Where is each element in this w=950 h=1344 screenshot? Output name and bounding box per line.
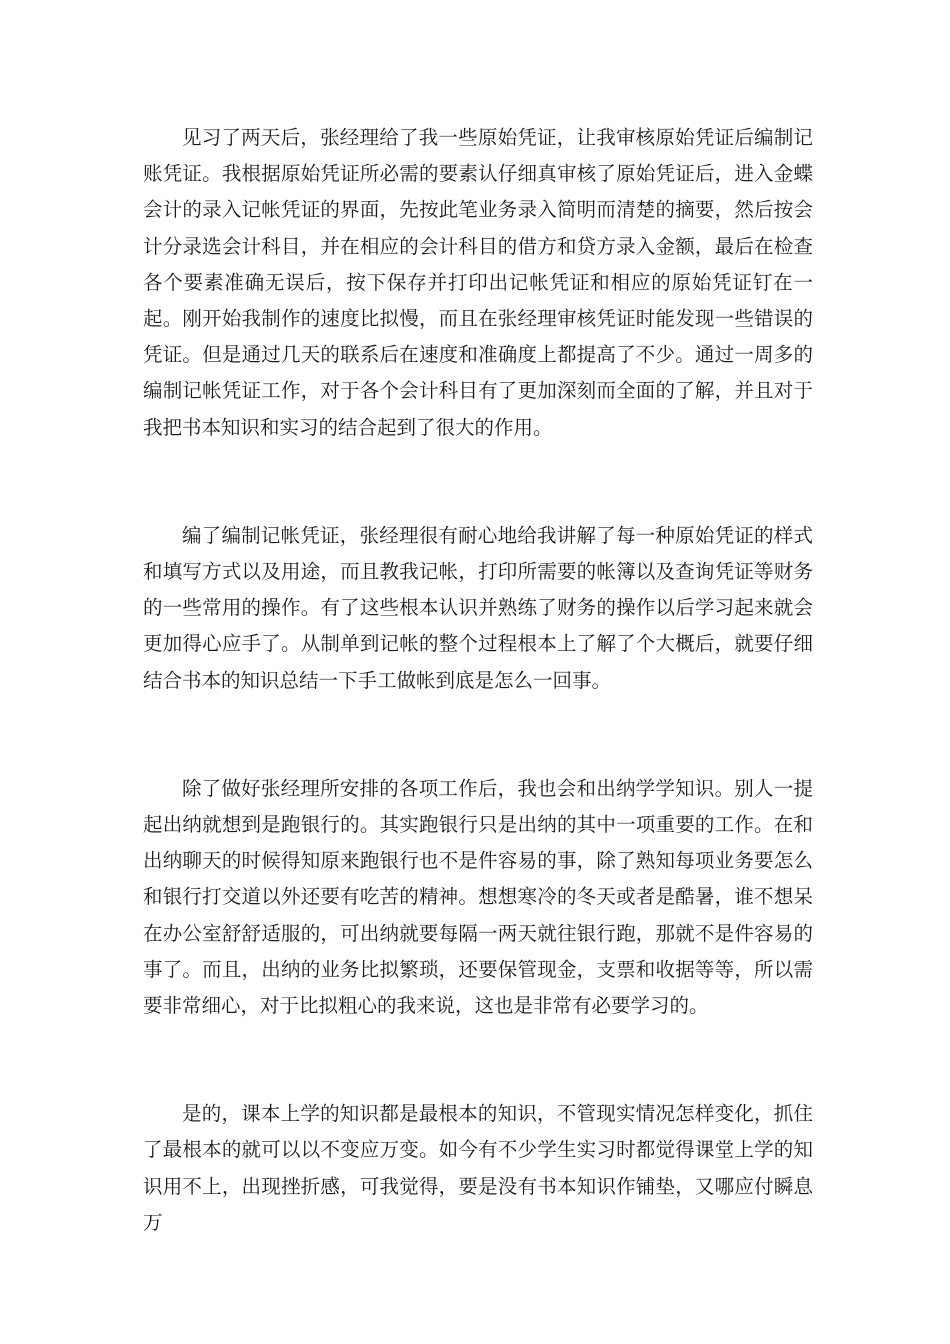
paragraph-1: 见习了两天后，张经理给了我一些原始凭证，让我审核原始凭证后编制记账凭证。我根据原始凭证所必需的要素认仔细真审核了原始凭证后，进入金蝶会计的录入记帐凭证的界面，先按此笔业务录入简明而清楚的摘要，然后按会计分录选会计科目，并在相应的会计科目的借方和贷方录入金额，最后在检查各个要素准确无误后，按下保存并打印出记帐凭证和相应的原始凭证钉在一起。刚开始我制作的速度比拟慢，而且在张经理审核凭证时能发现一些错误的凭证。但是通过几天的联系后在速度和准确度上都提高了不少。通过一周多的编制记帐凭证工作，对于各个会计科目有了更加深刻而全面的了解，并且对于我把书本知识和实习的结合起到了很大的作用。 [143,126,813,439]
paragraph-2: 编了编制记帐凭证，张经理很有耐心地给我讲解了每一种原始凭证的样式和填写方式以及用途，而且教我记帐，打印所需要的帐簿以及查询凭证等财务的一些常用的操作。有了这些根本认识并熟练了财务的操作以后学习起来就会更加得心应手了。从制单到记帐的整个过程根本上了解了个大概后，就要仔细结合书本的知识总结一下手工做帐到底是怎么一回事。 [143,523,813,692]
paragraph-gap [143,446,813,518]
paragraph-gap [143,699,813,771]
document-body [143,120,813,1241]
paragraph-3: 除了做好张经理所安排的各项工作后，我也会和出纳学学知识。别人一提起出纳就想到是跑银行的。其实跑银行只是出纳的其中一项重要的工作。在和出纳聊天的时候得知原来跑银行也不是件容易的事，除了熟知每项业务要怎么和银行打交道以外还要有吃苦的精神。想想寒冷的冬天或者是酷暑，谁不想呆在办公室舒舒适服的，可出纳就要每隔一两天就往银行跑，那就不是件容易的事了。而且，出纳的业务比拟繁琐，还要保管现金，支票和收据等等，所以需要非常细心，对于比拟粗心的我来说，这也是非常有必要学习的。 [143,776,813,1018]
paragraph-4: 是的，课本上学的知识都是最根本的知识，不管现实情况怎样变化，抓住了最根本的就可以以不变应万变。如今有不少学生实习时都觉得课堂上学的知识用不上，出现挫折感，可我觉得，要是没有书本知识作铺垫，又哪应付瞬息万 [143,1102,813,1234]
paragraph-gap [143,1024,813,1096]
